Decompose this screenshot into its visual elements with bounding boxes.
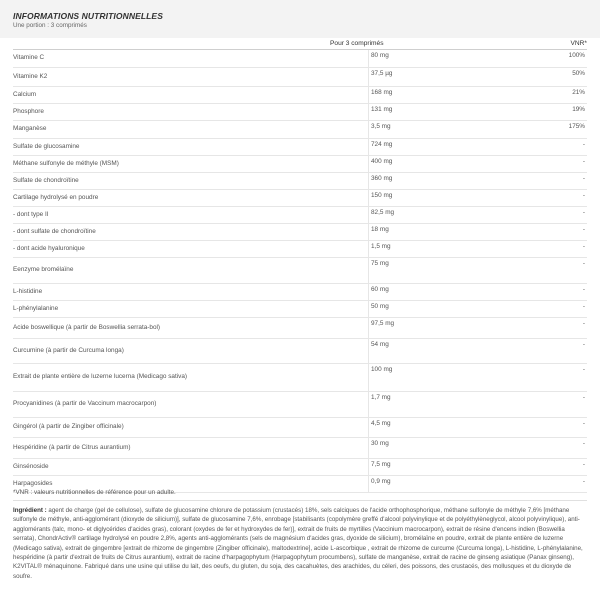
nutrient-dose: 400 mg xyxy=(369,155,522,172)
nutrition-table xyxy=(13,50,587,493)
nutrient-row xyxy=(13,223,587,240)
nutrient-row xyxy=(13,283,587,300)
nutrient-row xyxy=(13,300,587,317)
nutrient-dose: 18 mg xyxy=(369,223,522,240)
nutrient-row xyxy=(13,417,587,437)
nutrient-vnr: - xyxy=(521,437,587,458)
ingredients-label: Ingrédient : xyxy=(13,507,47,514)
nutrient-vnr: 175% xyxy=(521,120,587,138)
dose-column-header: Pour 3 comprimés xyxy=(330,40,384,47)
nutrient-row xyxy=(13,86,587,103)
nutrient-row xyxy=(13,138,587,155)
nutrient-dose: 97,5 mg xyxy=(369,317,522,338)
nutrient-row xyxy=(13,458,587,475)
nutrient-dose: 131 mg xyxy=(369,103,522,120)
nutrient-row xyxy=(13,206,587,223)
nutrient-name: - dont type II xyxy=(13,206,369,223)
nutrient-name: Acide boswellique (à partir de Boswellia serrata-bol) xyxy=(13,317,369,338)
nutrient-name: Phosphore xyxy=(13,103,369,120)
nutrient-name: Gingérol (à partir de Zingiber officinale) xyxy=(13,417,369,437)
nutrient-vnr: - xyxy=(521,240,587,257)
nutrient-vnr: - xyxy=(521,189,587,206)
vnr-column-header: VNR* xyxy=(570,40,587,47)
nutrient-row xyxy=(13,50,587,67)
nutrient-dose: 168 mg xyxy=(369,86,522,103)
nutrient-vnr: - xyxy=(521,223,587,240)
nutrient-vnr: - xyxy=(521,172,587,189)
nutrient-vnr: 50% xyxy=(521,67,587,86)
serving-size: Une portion : 3 comprimés xyxy=(13,22,87,29)
nutrient-row xyxy=(13,240,587,257)
nutrient-row xyxy=(13,103,587,120)
ingredients-paragraph xyxy=(13,506,585,581)
nutrient-vnr: - xyxy=(521,475,587,492)
ingredients-divider xyxy=(13,500,587,501)
nutrient-name: Hespéridine (à partir de Citrus aurantium) xyxy=(13,437,369,458)
nutrient-name: Sulfate de glucosamine xyxy=(13,138,369,155)
nutrient-vnr: - xyxy=(521,458,587,475)
section-title: INFORMATIONS NUTRITIONNELLES xyxy=(13,11,163,21)
nutrient-row xyxy=(13,155,587,172)
nutrient-vnr: - xyxy=(521,363,587,391)
nutrient-name: Vitamine K2 xyxy=(13,67,369,86)
nutrient-dose: 80 mg xyxy=(369,50,522,67)
nutrient-dose: 7,5 mg xyxy=(369,458,522,475)
nutrient-dose: 360 mg xyxy=(369,172,522,189)
nutrient-row xyxy=(13,67,587,86)
nutrient-row xyxy=(13,363,587,391)
nutrient-name: - dont acide hyaluronique xyxy=(13,240,369,257)
nutrient-name: Extrait de plante entière de luzerne lucerna (Medicago sativa) xyxy=(13,363,369,391)
nutrient-vnr: - xyxy=(521,257,587,283)
nutrient-vnr: 21% xyxy=(521,86,587,103)
nutrient-vnr: - xyxy=(521,283,587,300)
nutrient-name: L-histidine xyxy=(13,283,369,300)
nutrient-row xyxy=(13,257,587,283)
nutrient-dose: 1,5 mg xyxy=(369,240,522,257)
nutrient-dose: 1,7 mg xyxy=(369,391,522,417)
nutrient-row xyxy=(13,120,587,138)
nutrient-row xyxy=(13,172,587,189)
nutrient-row xyxy=(13,338,587,363)
nutrient-vnr: - xyxy=(521,138,587,155)
nutrient-name: Procyanidines (à partir de Vaccinum macrocarpon) xyxy=(13,391,369,417)
nutrient-vnr: - xyxy=(521,155,587,172)
nutrient-name: Ginsénoside xyxy=(13,458,369,475)
nutrient-name: - dont sulfate de chondroïtine xyxy=(13,223,369,240)
nutrient-vnr: - xyxy=(521,317,587,338)
nutrient-dose: 75 mg xyxy=(369,257,522,283)
nutrient-name: Manganèse xyxy=(13,120,369,138)
nutrient-row xyxy=(13,391,587,417)
nutrient-name: Méthane sulfonyle de méthyle (MSM) xyxy=(13,155,369,172)
nutrient-dose: 37,5 µg xyxy=(369,67,522,86)
nutrient-name: Sulfate de chondroïtine xyxy=(13,172,369,189)
nutrient-dose: 3,5 mg xyxy=(369,120,522,138)
nutrient-row xyxy=(13,317,587,338)
nutrient-name: Cartilage hydrolysé en poudre xyxy=(13,189,369,206)
nutrient-vnr: - xyxy=(521,206,587,223)
nutrient-row xyxy=(13,189,587,206)
ingredients-text: agent de charge (gel de cellulose), sulfate de glucosamine chlorure de potassium (crustacés) 18%, sels calciques de l'acide orthophosphorique, méthane sulfonyle de méthyle 7,6% [méthane sulfonyle de méthyle, anti-agglomérant (dioxyde de silicium)], sulfate de glucosamine 7,6%, enrobage [stabilisants (copolymère greffé d'alcool polyvinylique et de polyéthylèneglycol, alcool polyvinylique), anti-agglomérants (talc, mono- et diglycérides d'acides gras), colorant (oxydes de fer et hydroxydes de fer)], extrait de fruits de myrtilles (Vaccinium macrocarpon), extrait de résine d'encens indien (Boswellia serrata), ChondrActiv® cartilage hydrolysé en poudre 2,8%, agents anti-agglomérants (sels de magnésium d'acides gras, dyoxide de silicium), bromélaïne en poudre, extrait de plante entière de luzerne (Medicago sativa), extrait de gingembre [extrait de rhizome de gingembre (Zingiber officinale), maltodextrine], acide L-ascorbique , extrait de rhizome de curcume (Curcuma longa), L-histidine, L-phénylalanine, hespéridine (à partir d'extrait de fruits de Citrus aurantium), extrait de racine d'harpagophytum (Harpagophytum procumbens), sulfate de manganèse, extrait de racine de ginseng asiatique (Panax ginseng), K2VITAL® ménaquinone. Fabriqué dans une usine qui utilise du lait, des oeufs, du gluten, du soja, des cacahuètes, des arachides, du céleri, des poissons, des crustacés, des mollusques et du dioxyde de soufre. xyxy=(13,507,583,580)
nutrient-row xyxy=(13,437,587,458)
nutrition-header xyxy=(0,0,600,38)
nutrient-dose: 50 mg xyxy=(369,300,522,317)
nutrient-vnr: - xyxy=(521,338,587,363)
nutrient-name: Curcumine (à partir de Curcuma longa) xyxy=(13,338,369,363)
nutrient-dose: 82,5 mg xyxy=(369,206,522,223)
nutrient-dose: 30 mg xyxy=(369,437,522,458)
nutrient-vnr: 19% xyxy=(521,103,587,120)
nutrient-name: Eenzyme bromélaïne xyxy=(13,257,369,283)
nutrient-dose: 54 mg xyxy=(369,338,522,363)
nutrient-dose: 60 mg xyxy=(369,283,522,300)
nutrient-dose: 724 mg xyxy=(369,138,522,155)
nutrient-vnr: - xyxy=(521,300,587,317)
nutrient-name: Vitamine C xyxy=(13,50,369,67)
nutrient-vnr: - xyxy=(521,391,587,417)
nutrient-dose: 0,9 mg xyxy=(369,475,522,492)
nutrient-vnr: - xyxy=(521,417,587,437)
vnr-footnote: *VNR : valeurs nutritionnelles de référence pour un adulte. xyxy=(13,489,176,496)
nutrient-dose: 100 mg xyxy=(369,363,522,391)
nutrient-vnr: 100% xyxy=(521,50,587,67)
nutrient-name: Calcium xyxy=(13,86,369,103)
nutrient-dose: 4,5 mg xyxy=(369,417,522,437)
nutrient-name: Harpagosides xyxy=(13,475,369,492)
nutrient-name: L-phénylalanine xyxy=(13,300,369,317)
nutrient-dose: 150 mg xyxy=(369,189,522,206)
